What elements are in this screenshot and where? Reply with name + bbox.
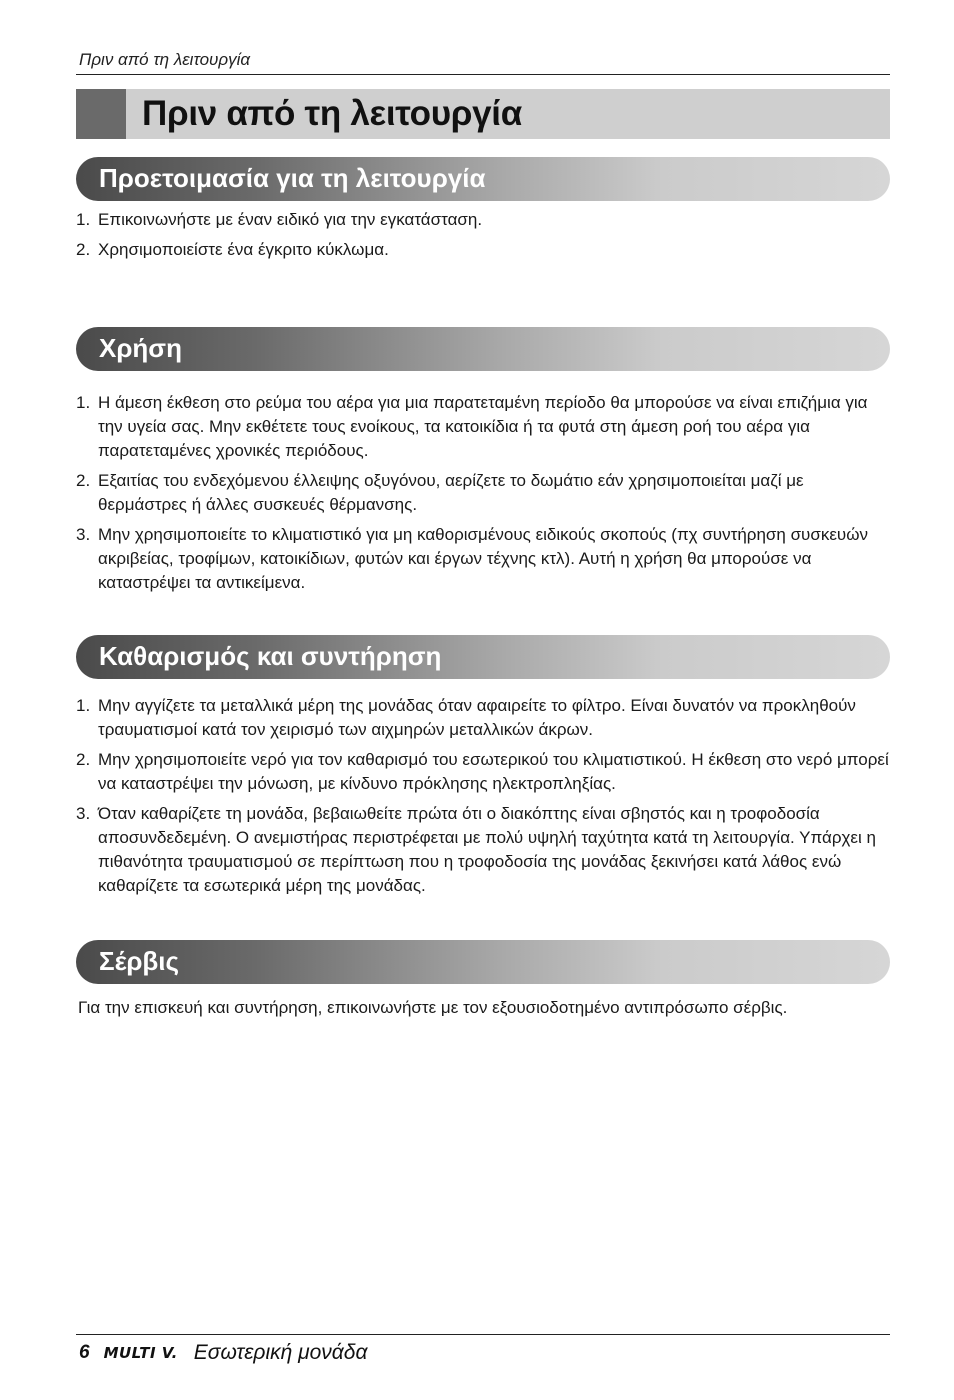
item-text: Μην χρησιμοποιείτε το κλιματιστικό για μη καθορισμένους ειδικούς σκοπούς (πχ συντήρηση συσκευών ακριβείας, τροφίμων, κατοικίδιων, φυτών και έργων τέχνης κτλ). Αυτή η χρήση θα μπορούσε να καταστρέψει τα αντικείμενα. <box>98 525 868 592</box>
list-item <box>76 208 896 232</box>
cleaning-list <box>76 694 896 904</box>
document-name: Εσωτερική μονάδα <box>193 1341 368 1364</box>
item-text: Εξαιτίας του ενδεχόμενου έλλειψης οξυγόνου, αερίζετε το δωμάτιο εάν χρησιμοποιείται μαζί με θερμάστρες ή άλλες συσκευές θέρμανσης. <box>98 471 804 514</box>
section-heading-label: Προετοιμασία για τη λειτουργία <box>99 163 486 193</box>
section-heading-label: Σέρβις <box>99 946 180 976</box>
item-number: 2. <box>76 471 91 490</box>
footer <box>79 1340 367 1366</box>
page-number: 6 <box>79 1342 90 1363</box>
page-title: Πριν από τη λειτουργία <box>142 94 522 133</box>
usage-list <box>76 391 896 601</box>
list-item <box>76 238 896 262</box>
section-heading-label: Χρήση <box>99 333 182 363</box>
item-number: 2. <box>76 750 91 769</box>
section-heading-cleaning <box>76 635 890 679</box>
footer-rule <box>76 1334 890 1335</box>
section-heading-service <box>76 940 890 984</box>
page-title-bar <box>76 89 890 139</box>
list-item <box>76 802 896 898</box>
item-number: 1. <box>76 210 91 229</box>
service-text: Για την επισκευή και συντήρηση, επικοινωνήστε με τον εξουσιοδοτημένο αντιπρόσωπο σέρβις. <box>78 998 788 1017</box>
item-number: 2. <box>76 240 91 259</box>
multi-v-logo: MULTI V. <box>103 1344 178 1362</box>
running-header: Πριν από τη λειτουργία <box>79 50 251 69</box>
item-text: Μην αγγίζετε τα μεταλλικά μέρη της μονάδας όταν αφαιρείτε το φίλτρο. Είναι δυνατόν να προκληθούν τραυματισμοί κατά τον χειρισμό των αιχμηρών μεταλλικών άκρων. <box>98 696 856 739</box>
list-item <box>76 391 896 463</box>
item-text: Η άμεση έκθεση στο ρεύμα του αέρα για μια παρατεταμένη περίοδο θα μπορούσε να είναι επιζήμια για την υγεία σας. Μην εκθέτετε τους ενοίκους, τα κατοικίδια ή τα φυτά στη άμεση ροή του αέρα για παρατεταμένες χρονικές περιόδους. <box>98 393 868 460</box>
item-number: 1. <box>76 696 91 715</box>
item-number: 3. <box>76 804 91 823</box>
section-heading-label: Καθαρισμός και συντήρηση <box>99 641 442 671</box>
item-text: Χρησιμοποιείστε ένα έγκριτο κύκλωμα. <box>98 240 389 259</box>
item-number: 3. <box>76 525 91 544</box>
item-text: Επικοινωνήστε με έναν ειδικό για την εγκατάσταση. <box>98 210 483 229</box>
list-item <box>76 523 896 595</box>
preparation-list <box>76 208 896 268</box>
item-text: Μην χρησιμοποιείτε νερό για τον καθαρισμό του εσωτερικού του κλιματιστικού. Η έκθεση στο νερό μπορεί να καταστρέψει την μόνωση, με κίνδυνο πρόκλησης ηλεκτροπληξίας. <box>98 750 889 793</box>
list-item <box>76 694 896 742</box>
item-text: Όταν καθαρίζετε τη μονάδα, βεβαιωθείτε πρώτα ότι ο διακόπτης είναι σβηστός και η τροφοδοσία αποσυνδεδεμένη. Ο ανεμιστήρας περιστρέφεται με πολύ υψηλή ταχύτητα κατά τη λειτουργία. Υπάρχει η πιθανότητα τραυματισμού σε περίπτωση που η τροφοδοσία της μονάδας ξεκινήσει κατά λάθος ενώ καθαρίζετε τα εσωτερικά μέρη της μονάδας. <box>98 804 876 895</box>
header-rule <box>76 74 890 75</box>
section-heading-preparation <box>76 157 890 201</box>
list-item <box>76 748 896 796</box>
title-tab-block <box>76 89 126 139</box>
item-number: 1. <box>76 393 91 412</box>
list-item <box>76 469 896 517</box>
section-heading-usage <box>76 327 890 371</box>
